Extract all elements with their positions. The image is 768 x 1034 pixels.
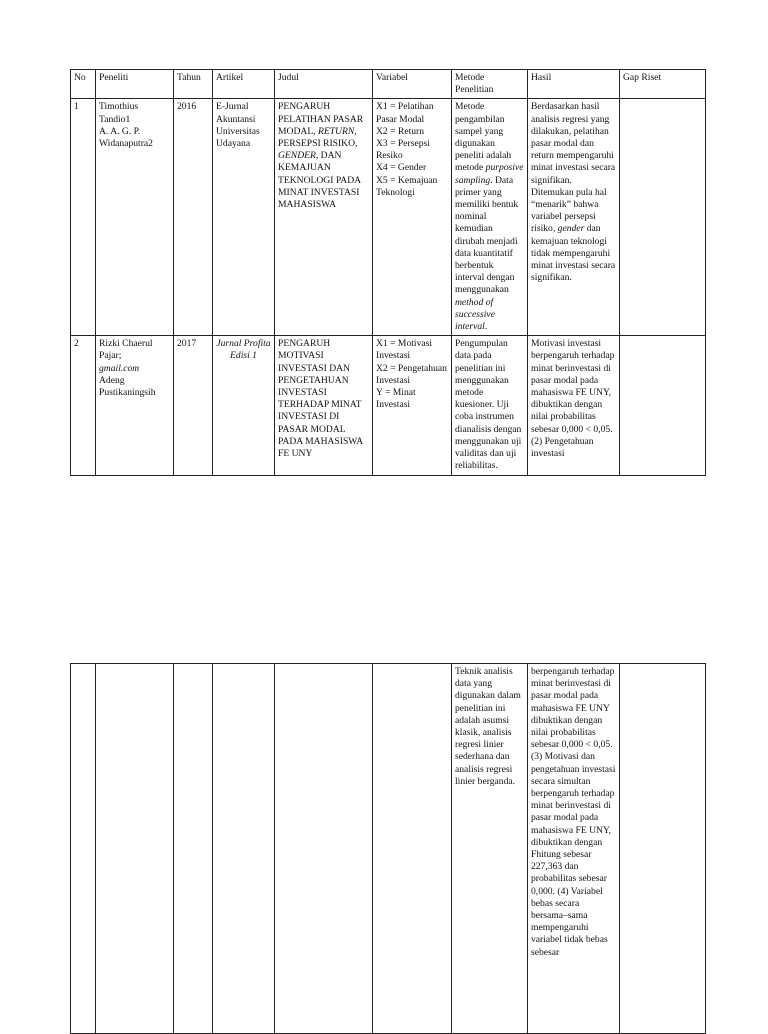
cell-tahun: 2017	[174, 336, 213, 475]
judul-text: PENGARUH PELATIHAN PASAR MODAL,	[278, 101, 364, 137]
cell-judul: PENGARUH MOTIVASI INVESTASI DAN PENGETAHUAN INVESTASI TERHADAP MINAT INVESTASI DI PASAR MODAL PADA MAHASISWA FE UNY	[275, 336, 373, 475]
cell-no	[71, 664, 96, 1034]
peneliti-email: gmail.com	[99, 362, 140, 374]
cell-no: 2	[71, 336, 96, 475]
hasil-text: dan kemajuan teknologi tidak mempengaruhi minat investasi secara signifikan.	[531, 223, 616, 284]
metode-text-italic: method of successive interval	[455, 296, 495, 333]
cell-tahun	[174, 664, 213, 1034]
hasil-text: Berdasarkan hasil analisis regresi yang dilakukan, pelatihan pasar modal dan return mempengaruhi minat investasi secara signifikan. Ditemukan pula hal “menarik” bahwa variabel persepsi risiko,	[531, 101, 616, 235]
cell-artikel	[213, 664, 275, 1034]
cell-metode	[452, 99, 528, 336]
cell-no: 1	[71, 99, 96, 336]
cell-artikel: E-Jurnal Akuntansi Universitas Udayana	[213, 99, 275, 336]
table-header-row	[71, 70, 706, 99]
cell-gap	[620, 336, 706, 475]
table-row	[71, 664, 706, 1034]
header-hasil: Hasil	[528, 70, 620, 99]
metode-text: . Data primer yang memiliki bentuk nominal kemudian dirubah menjadi data kuantitatif berbentuk interval dengan menggunakan	[455, 174, 519, 296]
cell-tahun: 2016	[174, 99, 213, 336]
cell-judul	[275, 99, 373, 336]
cell-hasil	[528, 99, 620, 336]
header-no: No	[71, 70, 96, 99]
cell-hasil: berpengaruh terhadap minat berinvestasi di pasar modal pada mahasiswa FE UNY dibuktikan dengan nilai probabilitas sebesar 0,000 < 0,05. (3) Motivasi dan pengetahuan investasi secara simultan berpengaruh terhadap minat berinvestasi di pasar modal pada mahasiswa FE UNY, dibuktikan dengan Fhitung sebesar 227,363 dan probabilitas sebesar 0,000. (4) Variabel bebas secara bersama–sama mempengaruhi variabel tidak bebas sebesar	[528, 664, 620, 1034]
cell-hasil: Motivasi investasi berpengaruh terhadap minat berinvestasi di pasar modal pada mahasiswa FE UNY, dibuktikan dengan nilai probabilitas sebesar 0,000 < 0,05. (2) Pengetahuan investasi	[528, 336, 620, 475]
header-peneliti: Peneliti	[96, 70, 174, 99]
judul-text: , PERSEPSI RISIKO,	[278, 125, 358, 150]
peneliti-text: Adeng Pustikaningsih	[99, 374, 156, 399]
header-artikel: Artikel	[213, 70, 275, 99]
metode-text: .	[484, 321, 488, 333]
metode-text: Metode pengambilan sampel yang digunakan peneliti adalah metode	[455, 101, 512, 174]
header-gap: Gap Riset	[620, 70, 706, 99]
cell-variabel: X1 = Pelatihan Pasar Modal X2 = Return X3 = Persepsi Resiko X4 = Gender X5 = Kemajuan Teknologi	[373, 99, 452, 336]
judul-text-italic: GENDER	[278, 150, 316, 162]
header-judul: Judul	[275, 70, 373, 99]
cell-peneliti	[96, 336, 174, 475]
cell-metode: Pengumpulan data pada penelitian ini menggunakan metode kuesioner. Uji coba instrumen dianalisis dengan menggunakan uji validitas dan uji reliabilitas.	[452, 336, 528, 475]
literature-table	[70, 69, 706, 476]
judul-text: , DAN KEMAJUAN TEKNOLOGI PADA MINAT INVESTASI MAHASISWA	[278, 150, 361, 211]
cell-peneliti: Timothius Tandio1 A. A. G. P. Widanaputra2	[96, 99, 174, 336]
header-tahun: Tahun	[174, 70, 213, 99]
judul-text-italic: RETURN	[317, 125, 355, 137]
cell-variabel: X1 = Motivasi Investasi X2 = Pengetahuan Investasi Y = Minat Investasi	[373, 336, 452, 475]
table-row	[71, 336, 706, 475]
cell-judul	[275, 664, 373, 1034]
cell-gap	[620, 99, 706, 336]
cell-variabel	[373, 664, 452, 1034]
hasil-text-italic: gender	[557, 223, 585, 235]
metode-text-italic: purposive sampling	[455, 162, 524, 186]
peneliti-text: Rizki Chaerul Pajar;	[99, 338, 153, 362]
table-row	[71, 99, 706, 336]
cell-metode: Teknik analisis data yang digunakan dalam penelitian ini adalah asumsi klasik, analisis regresi linier sederhana dan analisis regresi linier berganda.	[452, 664, 528, 1034]
header-variabel: Variabel	[373, 70, 452, 99]
header-metode: Metode Penelitian	[452, 70, 528, 99]
cell-peneliti	[96, 664, 174, 1034]
cell-artikel: Jurnal Profita Edisi 1	[213, 336, 275, 475]
literature-table-continuation	[70, 663, 706, 1034]
cell-gap	[620, 664, 706, 1034]
